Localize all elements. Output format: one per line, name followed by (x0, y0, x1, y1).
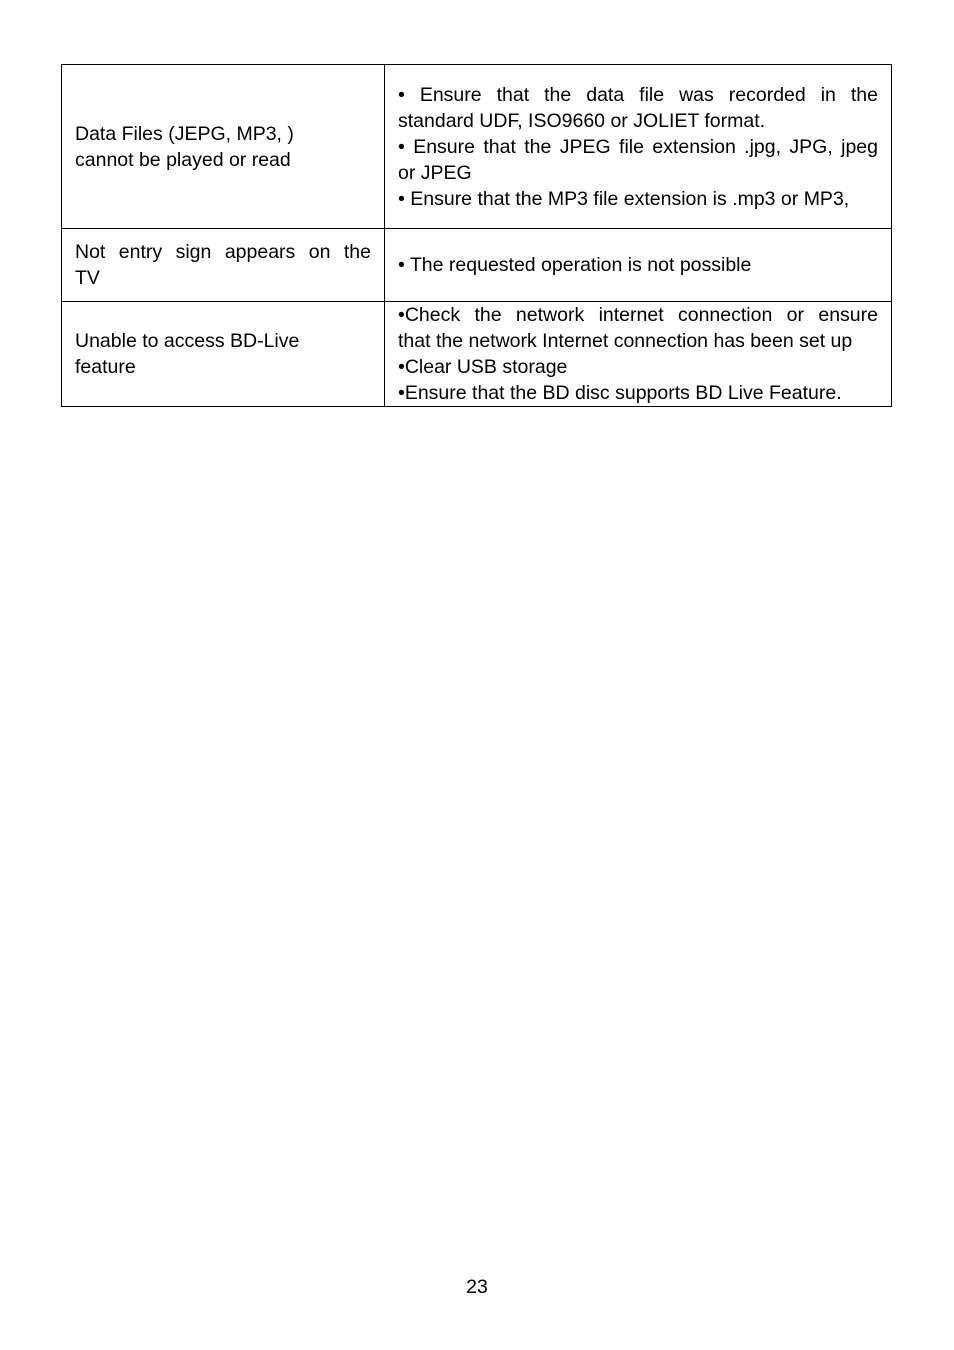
solution-text-line: •Check the network internet connection or ensure (398, 304, 878, 326)
solution-cell (385, 302, 892, 407)
problem-text-line: Unable to access BD-Live (75, 330, 300, 352)
solution-text-line: • Ensure that the JPEG file extension .jpg, JPG, jpeg (398, 135, 878, 158)
problem-text-line: feature (75, 356, 136, 378)
solution-cell (385, 65, 892, 229)
solution-text-line: • The requested operation is not possible (398, 254, 752, 276)
solution-text-line: • Ensure that the data file was recorded in the (398, 83, 878, 106)
table-row (62, 65, 892, 229)
table-row (62, 229, 892, 302)
problem-text-line: cannot be played or read (75, 148, 291, 171)
solution-text-line: •Ensure that the BD disc supports BD Live Feature. (398, 382, 842, 404)
solution-text-line: •Clear USB storage (398, 356, 568, 378)
troubleshooting-table (61, 64, 892, 407)
solution-text-line: or JPEG (398, 161, 472, 184)
solution-text-line: that the network Internet connection has been set up (398, 330, 853, 352)
page-number: 23 (466, 1276, 488, 1298)
problem-text-line: TV (75, 267, 100, 289)
problem-cell (62, 65, 385, 229)
solution-text-line: standard UDF, ISO9660 or JOLIET format. (398, 109, 766, 132)
solution-cell (385, 229, 892, 302)
problem-text-line: Not entry sign appears on the (75, 241, 371, 263)
solution-text-line: • Ensure that the MP3 file extension is .mp3 or MP3, (398, 187, 850, 210)
problem-text-line: Data Files (JEPG, MP3, ) (75, 122, 294, 145)
problem-cell (62, 302, 385, 407)
problem-cell (62, 229, 385, 302)
table-row (62, 302, 892, 407)
